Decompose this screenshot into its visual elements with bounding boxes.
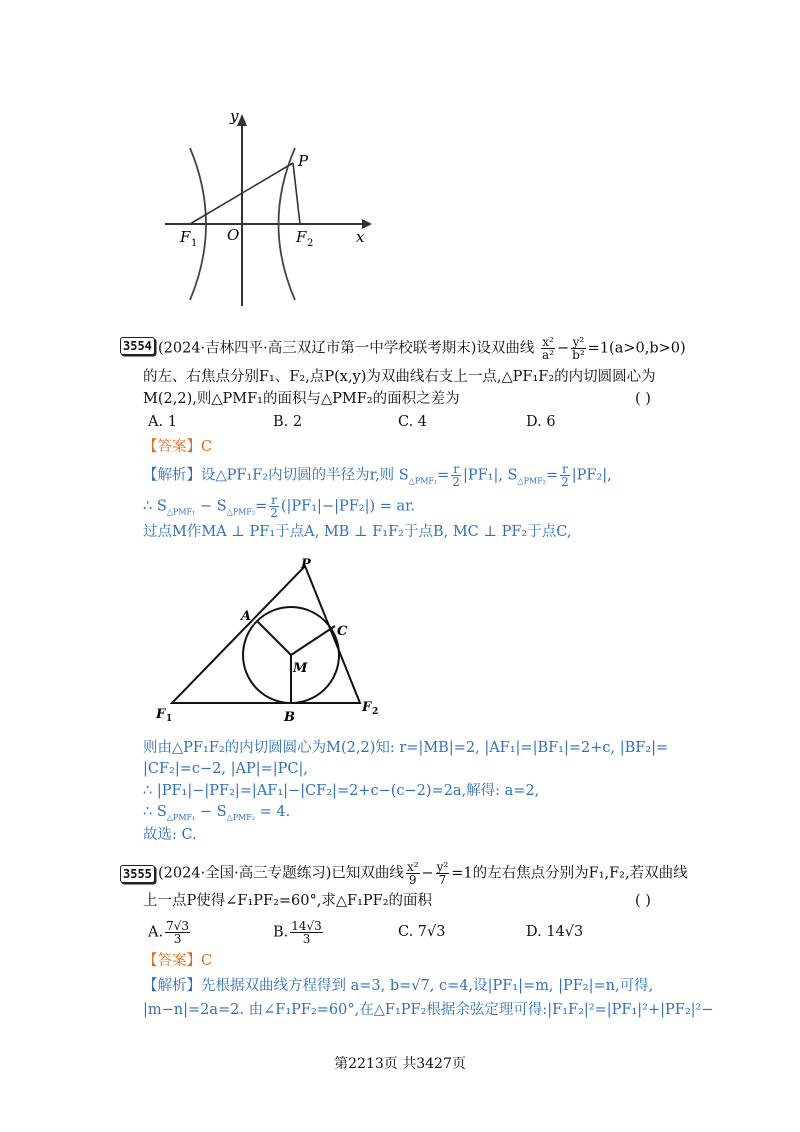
q3555-stem-line2: 上一点P使得∠F₁PF₂=60°,求△F₁PF₂的面积 — [143, 893, 433, 909]
label-a: A — [241, 609, 252, 624]
label-b: B — [284, 710, 295, 725]
analysis-line4: 则由△PF₁F₂的内切圆圆心为M(2,2)知: r=|MB|=2, |AF₁|=|BF₁|=2+c, |BF₂|= — [143, 740, 669, 756]
label-c: C — [337, 624, 348, 639]
option-b: B. 2 — [273, 414, 303, 430]
option-b-3555: B. $\frac{14√3}{3}$ — [273, 919, 322, 946]
point-p-label: P — [298, 152, 309, 170]
origin-label: O — [227, 226, 240, 244]
q3554-stem-line2: 的左、右焦点分别F₁、F₂,点P(x,y)为双曲线右支上一点,△PF₁F₂的内切圆圆心为 — [143, 369, 656, 385]
focus-f1-label: F — [180, 228, 191, 246]
answer-line — [143, 437, 212, 457]
analysis-line5: |CF₂|=c−2, |AP|=|PC|, — [143, 761, 308, 777]
answer-line-3555: 【答案】C — [143, 953, 213, 969]
q3554-stem-line1: (2024·吉林四平·高三双辽市第一中学校联考期末)设双曲线 $\frac{\text{x²}}{\text{a²}}$ − $\frac{\text{y²}}{\text{b²}}$ =1(a>0,b>0) — [158, 335, 686, 362]
analysis-label: 【解析】 — [143, 467, 201, 484]
answer-label: 【答案】 — [143, 439, 201, 455]
option-a: A. 1 — [148, 414, 177, 430]
label-m: M — [293, 661, 308, 676]
focus-f1-sub: 1 — [191, 238, 198, 249]
analysis-line3: 过点M作MA ⊥ PF₁于点A, MB ⊥ F₁F₂于点B, MC ⊥ PF₂于点C, — [143, 524, 572, 540]
label-f2-sub: 2 — [372, 707, 379, 717]
answer-blank-3555: ( ) — [635, 893, 651, 909]
q3555-stem-line1: (2024·全国·高三专题练习)已知双曲线 $\frac{\text{x²}}{9}$ − $\frac{\text{y²}}{7}$ =1的左右焦点分别为F₁,F₂,若双曲线 — [158, 860, 688, 887]
focus-f2-sub: 2 — [307, 238, 314, 249]
label-p: P — [301, 557, 311, 572]
eq-fraction-x: $\frac{\text{x²}}{\text{a²}}$ — [542, 335, 555, 362]
x-axis-label: x — [356, 228, 365, 246]
answer-value: C — [201, 439, 213, 455]
page-footer: 第2213页 共3427页 — [334, 1056, 466, 1072]
option-c-3555: C. 7√3 — [398, 924, 446, 940]
label-f1: F — [156, 707, 166, 722]
eq-fraction-y: $\frac{\text{y²}}{\text{b²}}$ — [572, 335, 585, 362]
option-a-3555: A. $\frac{7√3}{3}$ — [148, 919, 190, 946]
label-f2: F — [362, 700, 372, 715]
option-d: D. 6 — [526, 414, 556, 430]
hyperbola-figure — [150, 108, 380, 308]
y-axis-label: y — [230, 108, 239, 125]
analysis-line2: ∴ $S_{\triangle PMF_1} - S_{\triangle PMF_2}=$ $\frac{r}{2}$ (|PF₁|−|PF₂|) = ar. — [143, 493, 416, 520]
q3554-stem-text: (2024·吉林四平·高三双辽市第一中学校联考期末)设双曲线 — [158, 340, 535, 357]
analysis-conclusion: 故选: C. — [143, 827, 197, 843]
label-f1-sub: 1 — [166, 714, 173, 724]
focus-f2-label: F — [296, 228, 307, 246]
question-number-badge: 3554 — [120, 337, 155, 355]
analysis-3555-line2: |m−n|=2a=2. 由∠F₁PF₂=60°,在△F₁PF₂根据余弦定理可得:|F₁F₂|²=|PF₁|²+|PF₂|²− — [143, 1002, 714, 1018]
analysis-line7: ∴ $S_{\triangle PMF_1} - S_{\triangle PMF_2} = 4$. — [143, 804, 291, 822]
option-d-3555: D. 14√3 — [526, 924, 584, 940]
analysis-3555-line1: 【解析】先根据双曲线方程得到 a=3, b=√7, c=4,设|PF₁|=m, |PF₂|=n,可得, — [143, 978, 654, 994]
analysis-line6: ∴ |PF₁|−|PF₂|=|AF₁|−|CF₂|=2+c−(c−2)=2a,解得: a=2, — [143, 783, 540, 799]
incircle-triangle-figure — [150, 550, 390, 730]
analysis-line1: 【解析】设△PF₁F₂内切圆的半径为r,则 $S_{\triangle PMF_1}=$ $\frac{r}{2}$ |PF₁|, $S_{\triangle PMF_2}=$ $\frac{r}{2}$ |PF₂|, — [143, 462, 612, 489]
question-number-badge-3555: 3555 — [120, 865, 155, 883]
answer-blank: ( ) — [635, 391, 651, 407]
option-c: C. 4 — [398, 414, 428, 430]
q3554-stem-line3: M(2,2),则△PMF₁的面积与△PMF₂的面积之差为 — [143, 391, 460, 407]
